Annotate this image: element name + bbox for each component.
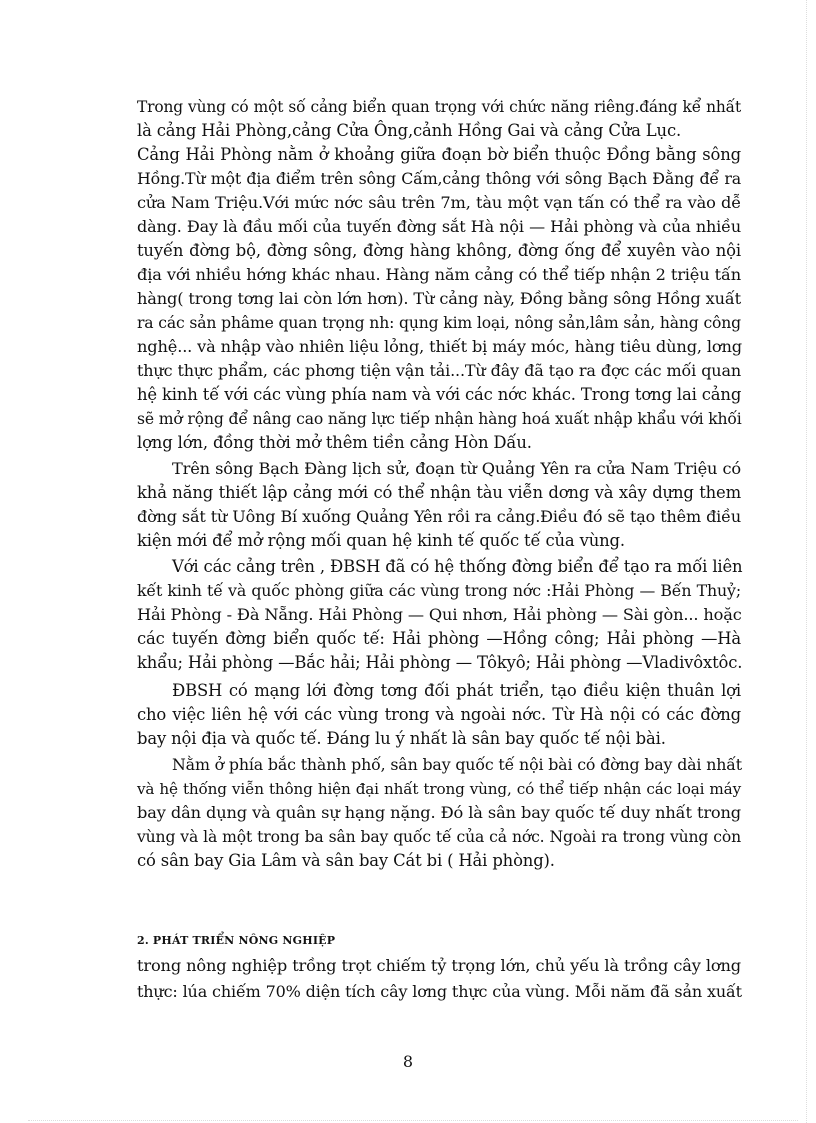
text-line: kiện mới để mở rộng mối quan hệ kinh tế quốc tế của vùng. (137, 531, 625, 550)
text-line: hệ kinh tế với các vùng phía nam và với các nớc khác. Trong tơng lai cảng (137, 385, 742, 404)
text-line: thực thực phẩm, các phơng tiện vận tải...Từ đây đã tạo ra đợc các mối quan (137, 361, 741, 380)
text-line: lợng lớn, đồng thời mở thêm tiền cảng Hòn Dấu. (137, 433, 532, 452)
text-line: là cảng Hải Phòng,cảng Cửa Ông,cảnh Hồng Gai và cảng Cửa Lục. (137, 121, 682, 140)
text-line: Hải Phòng - Đà Nẵng. Hải Phòng — Qui nhơn, Hải phòng — Sài gòn... hoặc (137, 605, 742, 624)
text-line: có sân bay Gia Lâm và sân bay Cát bi ( Hải phòng). (137, 851, 555, 870)
text-line: nghệ... và nhập vào nhiên liệu lỏng, thiết bị máy móc, hàng tiêu dùng, lơng (137, 337, 743, 356)
text-line: ra các sản phâme quan trọng nh: qụng kim loại, nông sản,lâm sản, hàng công (137, 314, 741, 332)
text-line: cho việc liên hệ với các vùng trong và ngoài nớc. Từ Hà nội có các đờng (137, 705, 741, 724)
section-heading: 2. PHÁT TRIỂN NÔNG NGHIỆP (137, 934, 336, 947)
text-line: tuyến đờng bộ, đờng sông, đờng hàng không, đờng ống để xuyên vào nội (137, 241, 741, 260)
text-line: bay nội địa và quốc tế. Đáng lu ý nhất là sân bay quốc tế nội bài. (137, 729, 666, 748)
text-line: bay dân dụng và quân sự hạng nặng. Đó là sân bay quốc tế duy nhất trong (137, 803, 741, 822)
text-line: và hệ thống viễn thông hiện đại nhất trong vùng, có thể tiếp nhận các loại máy (137, 780, 741, 798)
text-line: thực: lúa chiếm 70% diện tích cây lơng thực của vùng. Mỗi năm đã sản xuất (137, 982, 742, 1001)
text-line: Cảng Hải Phòng nằm ở khoảng giữa đoạn bờ biển thuộc Đồng bằng sông (137, 145, 741, 164)
text-line: địa với nhiều hớng khác nhau. Hàng năm cảng có thể tiếp nhận 2 triệu tấn (137, 265, 741, 284)
page-edge-divider (806, 0, 807, 1123)
text-line: vùng và là một trong ba sân bay quốc tế của cả nớc. Ngoài ra trong vùng còn (137, 828, 741, 846)
text-line: các tuyến đờng biển quốc tế: Hải phòng —Hồng công; Hải phòng —Hà (137, 629, 741, 648)
text-line: khẩu; Hải phòng —Bắc hải; Hải phòng — Tôkyô; Hải phòng —Vladivôxtôc. (137, 653, 743, 672)
paragraph-first-line: Trên sông Bạch Đàng lịch sử, đoạn từ Quảng Yên ra cửa Nam Triệu có (172, 459, 741, 478)
paragraph-first-line: Với các cảng trên , ĐBSH đã có hệ thống đờng biển để tạo ra mối liên (172, 557, 743, 576)
text-line: đờng sắt từ Uông Bí xuống Quảng Yên rồi ra cảng.Điều đó sẽ tạo thêm điều (137, 507, 741, 526)
paragraph-first-line: Nằm ở phía bắc thành phố, sân bay quốc tế nội bài có đờng bay dài nhất (172, 755, 742, 774)
text-line: cửa Nam Triệu.Với mức nớc sâu trên 7m, tàu một vạn tấn có thể ra vào dễ (137, 193, 741, 212)
page-bottom-divider (28, 1120, 798, 1121)
text-line: trong nông nghiệp trồng trọt chiếm tỷ trọng lớn, chủ yếu là trồng cây lơng (137, 956, 741, 975)
text-line: Trong vùng có một số cảng biển quan trọng với chức năng riêng.đáng kể nhất (137, 98, 741, 116)
page-number: 8 (402, 1052, 414, 1071)
text-line: hàng( trong tơng lai còn lớn hơn). Từ cảng này, Đồng bằng sông Hồng xuất (137, 289, 742, 308)
paragraph-first-line: ĐBSH có mạng lới đờng tơng đối phát triển, tạo điều kiện thuân lợi (172, 681, 741, 700)
text-line: khả năng thiết lập cảng mới có thể nhận tàu viễn dơng và xây dựng them (137, 483, 741, 502)
text-line: kết kinh tế và quốc phòng giữa các vùng trong nớc :Hải Phòng — Bến Thuỷ; (137, 581, 741, 600)
text-line: dàng. Đay là đầu mối của tuyến đờng sắt Hà nội — Hải phòng và của nhiều (137, 217, 741, 236)
text-line: sẽ mở rộng để nâng cao năng lực tiếp nhận hàng hoá xuất nhập khẩu với khối (137, 410, 742, 428)
text-line: Hồng.Từ một địa điểm trên sông Cấm,cảng thông với sông Bạch Đằng để ra (137, 169, 741, 188)
